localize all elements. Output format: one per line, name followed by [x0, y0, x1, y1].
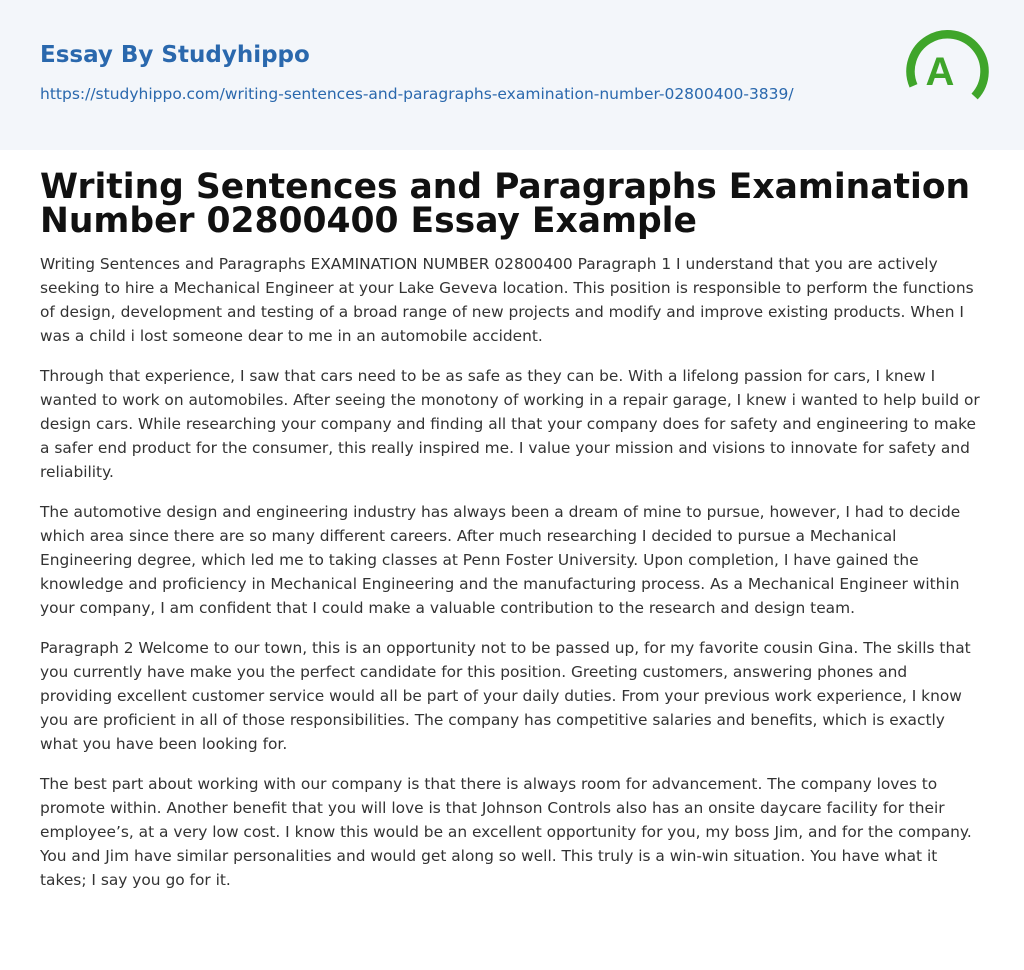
article-paragraph-1: Writing Sentences and Paragraphs EXAMINATION NUMBER 02800400 Paragraph 1 I understand that you are actively seeking to hire a Mechanical Engineer at your Lake Geveva location. This position is responsible to perform the functions of design, development and testing of a broad range of new projects and modify and improve existing products. When I was a child i lost someone dear to me in an automobile accident.: [40, 255, 974, 345]
article-title: Writing Sentences and Paragraphs Examination Number 02800400 Essay Example: [40, 167, 971, 241]
article-paragraph-4: Paragraph 2 Welcome to our town, this is an opportunity not to be passed up, for my favorite cousin Gina. The skills that you currently have make you the perfect candidate for this position. Greeting customers, answering phones and providing excellent customer service would all be part of your daily duties. From your previous work experience, I know you are proficient in all of those responsibilities. The company has competitive salaries and benefits, which is exactly what you have been looking for.: [40, 639, 971, 753]
page-url-link[interactable]: https://studyhippo.com/writing-sentences-and-paragraphs-examination-number-02800400-3839/: [40, 85, 794, 103]
article-paragraph-3: The automotive design and engineering industry has always been a dream of mine to pursue, however, I had to decide which area since there are so many different careers. After much researching I decided to pursue a Mechanical Engineering degree, which led me to taking classes at Penn Foster University. Upon completion, I have gained the knowledge and proficiency in Mechanical Engineering and the manufacturing process. As a Mechanical Engineer within your company, I am confident that I could make a valuable contribution to the research and design team.: [40, 503, 961, 617]
article-paragraph-5: The best part about working with our company is that there is always room for advancement. The company loves to promote within. Another benefit that you will love is that Johnson Controls also has an onsite daycare facility for their employee’s, at a very low cost. I know this would be an excellent opportunity for you, my boss Jim, and for the company. You and Jim have similar personalities and would get along so well. This truly is a win-win situation. You have what it takes; I say you go for it.: [40, 775, 972, 889]
site-header: [0, 0, 1024, 150]
studyhippo-logo-icon[interactable]: [904, 28, 990, 116]
site-brand[interactable]: Essay By Studyhippo: [40, 42, 310, 68]
article: [0, 167, 1024, 892]
article-paragraph-2: Through that experience, I saw that cars need to be as safe as they can be. With a lifelong passion for cars, I knew I wanted to work on automobiles. After seeing the monotony of working in a repair garage, I knew i wanted to help build or design cars. While researching your company and finding all that your company does for safety and engineering to make a safer end product for the consumer, this really inspired me. I value your mission and visions to innovate for safety and reliability.: [40, 367, 980, 481]
logo-letter: A: [925, 50, 955, 94]
